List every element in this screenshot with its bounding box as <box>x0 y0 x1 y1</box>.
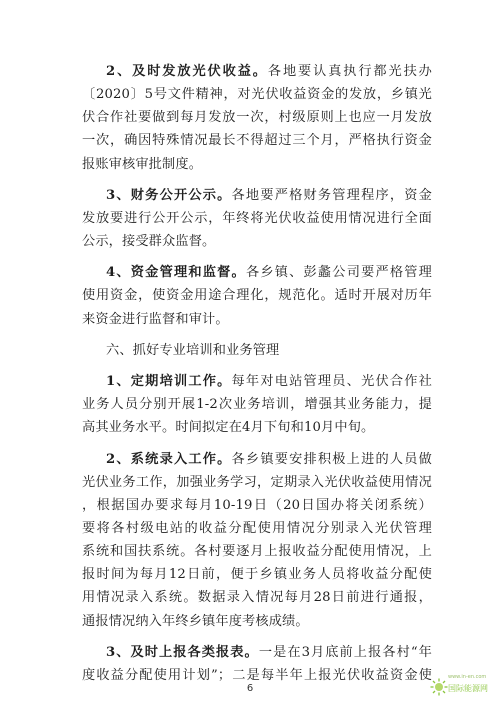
page-number: 6 <box>246 683 254 694</box>
heading-timely-payment: 2、及时发放光伏收益。 <box>106 64 268 79</box>
para-system-line-5: 系统和国扶系统。各村要逐月上报收益分配使用情况，上 <box>82 544 432 560</box>
para-system-line-6: 报时间为每月12日前，便于乡镇业务人员将收益分配使 <box>82 567 432 583</box>
para-4-line-2: 使用资金，使资金用途合理化，规范化。适时开展对历年 <box>82 288 432 304</box>
para-reports-line-2: 度收益分配使用计划”；二是每半年上报光伏收益资金使 <box>82 668 432 683</box>
para-2-line-2: 〔2020〕5号文件精神，对光伏收益资金的发放，乡镇光 <box>82 87 432 103</box>
para-2-line-1: 2、及时发放光伏收益。各地要认真执行都光扶办 <box>106 64 433 79</box>
watermark-logo <box>428 672 496 704</box>
para-training-line-3: 高其业务水平。时间拟定在4月下旬和10月中旬。 <box>82 420 375 436</box>
para-training-line-2: 业务人员分别开展1-2次业务培训，增强其业务能力，提 <box>82 397 432 413</box>
heading-financial-disclosure: 3、财务公开公示。 <box>106 187 232 203</box>
para-3-line-3: 公示，接受群众监督。 <box>82 234 216 250</box>
para-system-line-7: 用情况录入系统。数据录入情况每月28日前进行通报， <box>82 590 432 606</box>
heading-regular-training: 1、定期培训工作。 <box>106 374 232 390</box>
para-4-line-1: 4、资金管理和监督。各乡镇、彭蠡公司要严格管理 <box>106 265 432 281</box>
para-system-line-8: 通报情况纳入年终乡镇年度考核成绩。 <box>82 613 309 629</box>
para-reports-line-1: 3、及时上报各类报表。一是在3月底前上报各村“年 <box>106 644 432 660</box>
para-2-line-3: 伏合作社要做到每月发放一次，村级原则上也应一月发放 <box>82 110 432 126</box>
watermark-url: www.in-en.com <box>448 674 487 680</box>
para-system-line-1: 2、系统录入工作。各乡镇要安排积极上进的人员做 <box>106 451 432 467</box>
para-training-line-1: 1、定期培训工作。每年对电站管理员、光伏合作社 <box>106 374 432 390</box>
para-2-line-4: 一次，确因特殊情况最长不得超过三个月，严格执行资金 <box>82 133 432 149</box>
section-six-heading: 六、抓好专业培训和业务管理 <box>106 342 280 358</box>
heading-fund-management: 4、资金管理和监督。 <box>106 265 246 281</box>
para-3-line-1: 3、财务公开公示。各地要严格财务管理程序，资金 <box>106 187 432 203</box>
para-system-line-2: 光伏业务工作，加强业务学习，定期录入光伏收益使用情况 <box>82 474 432 490</box>
sun-icon <box>430 678 448 696</box>
heading-system-entry: 2、系统录入工作。 <box>106 451 232 467</box>
para-4-line-3: 来资金进行监督和审计。 <box>82 311 229 327</box>
para-system-line-4: 要将各村级电站的收益分配使用情况分别录入光伏管理 <box>82 521 432 536</box>
watermark-text: 国际能源网 <box>448 684 488 693</box>
para-2-line-5: 报账审核审批制度。 <box>82 156 203 172</box>
para-3-line-2: 发放要进行公开公示，年终将光伏收益使用情况进行全面 <box>82 210 432 226</box>
heading-submit-reports: 3、及时上报各类报表。 <box>106 644 259 660</box>
para-system-line-3: ，根据国办要求每月10-19日（20日国办将关闭系统） <box>82 497 432 513</box>
